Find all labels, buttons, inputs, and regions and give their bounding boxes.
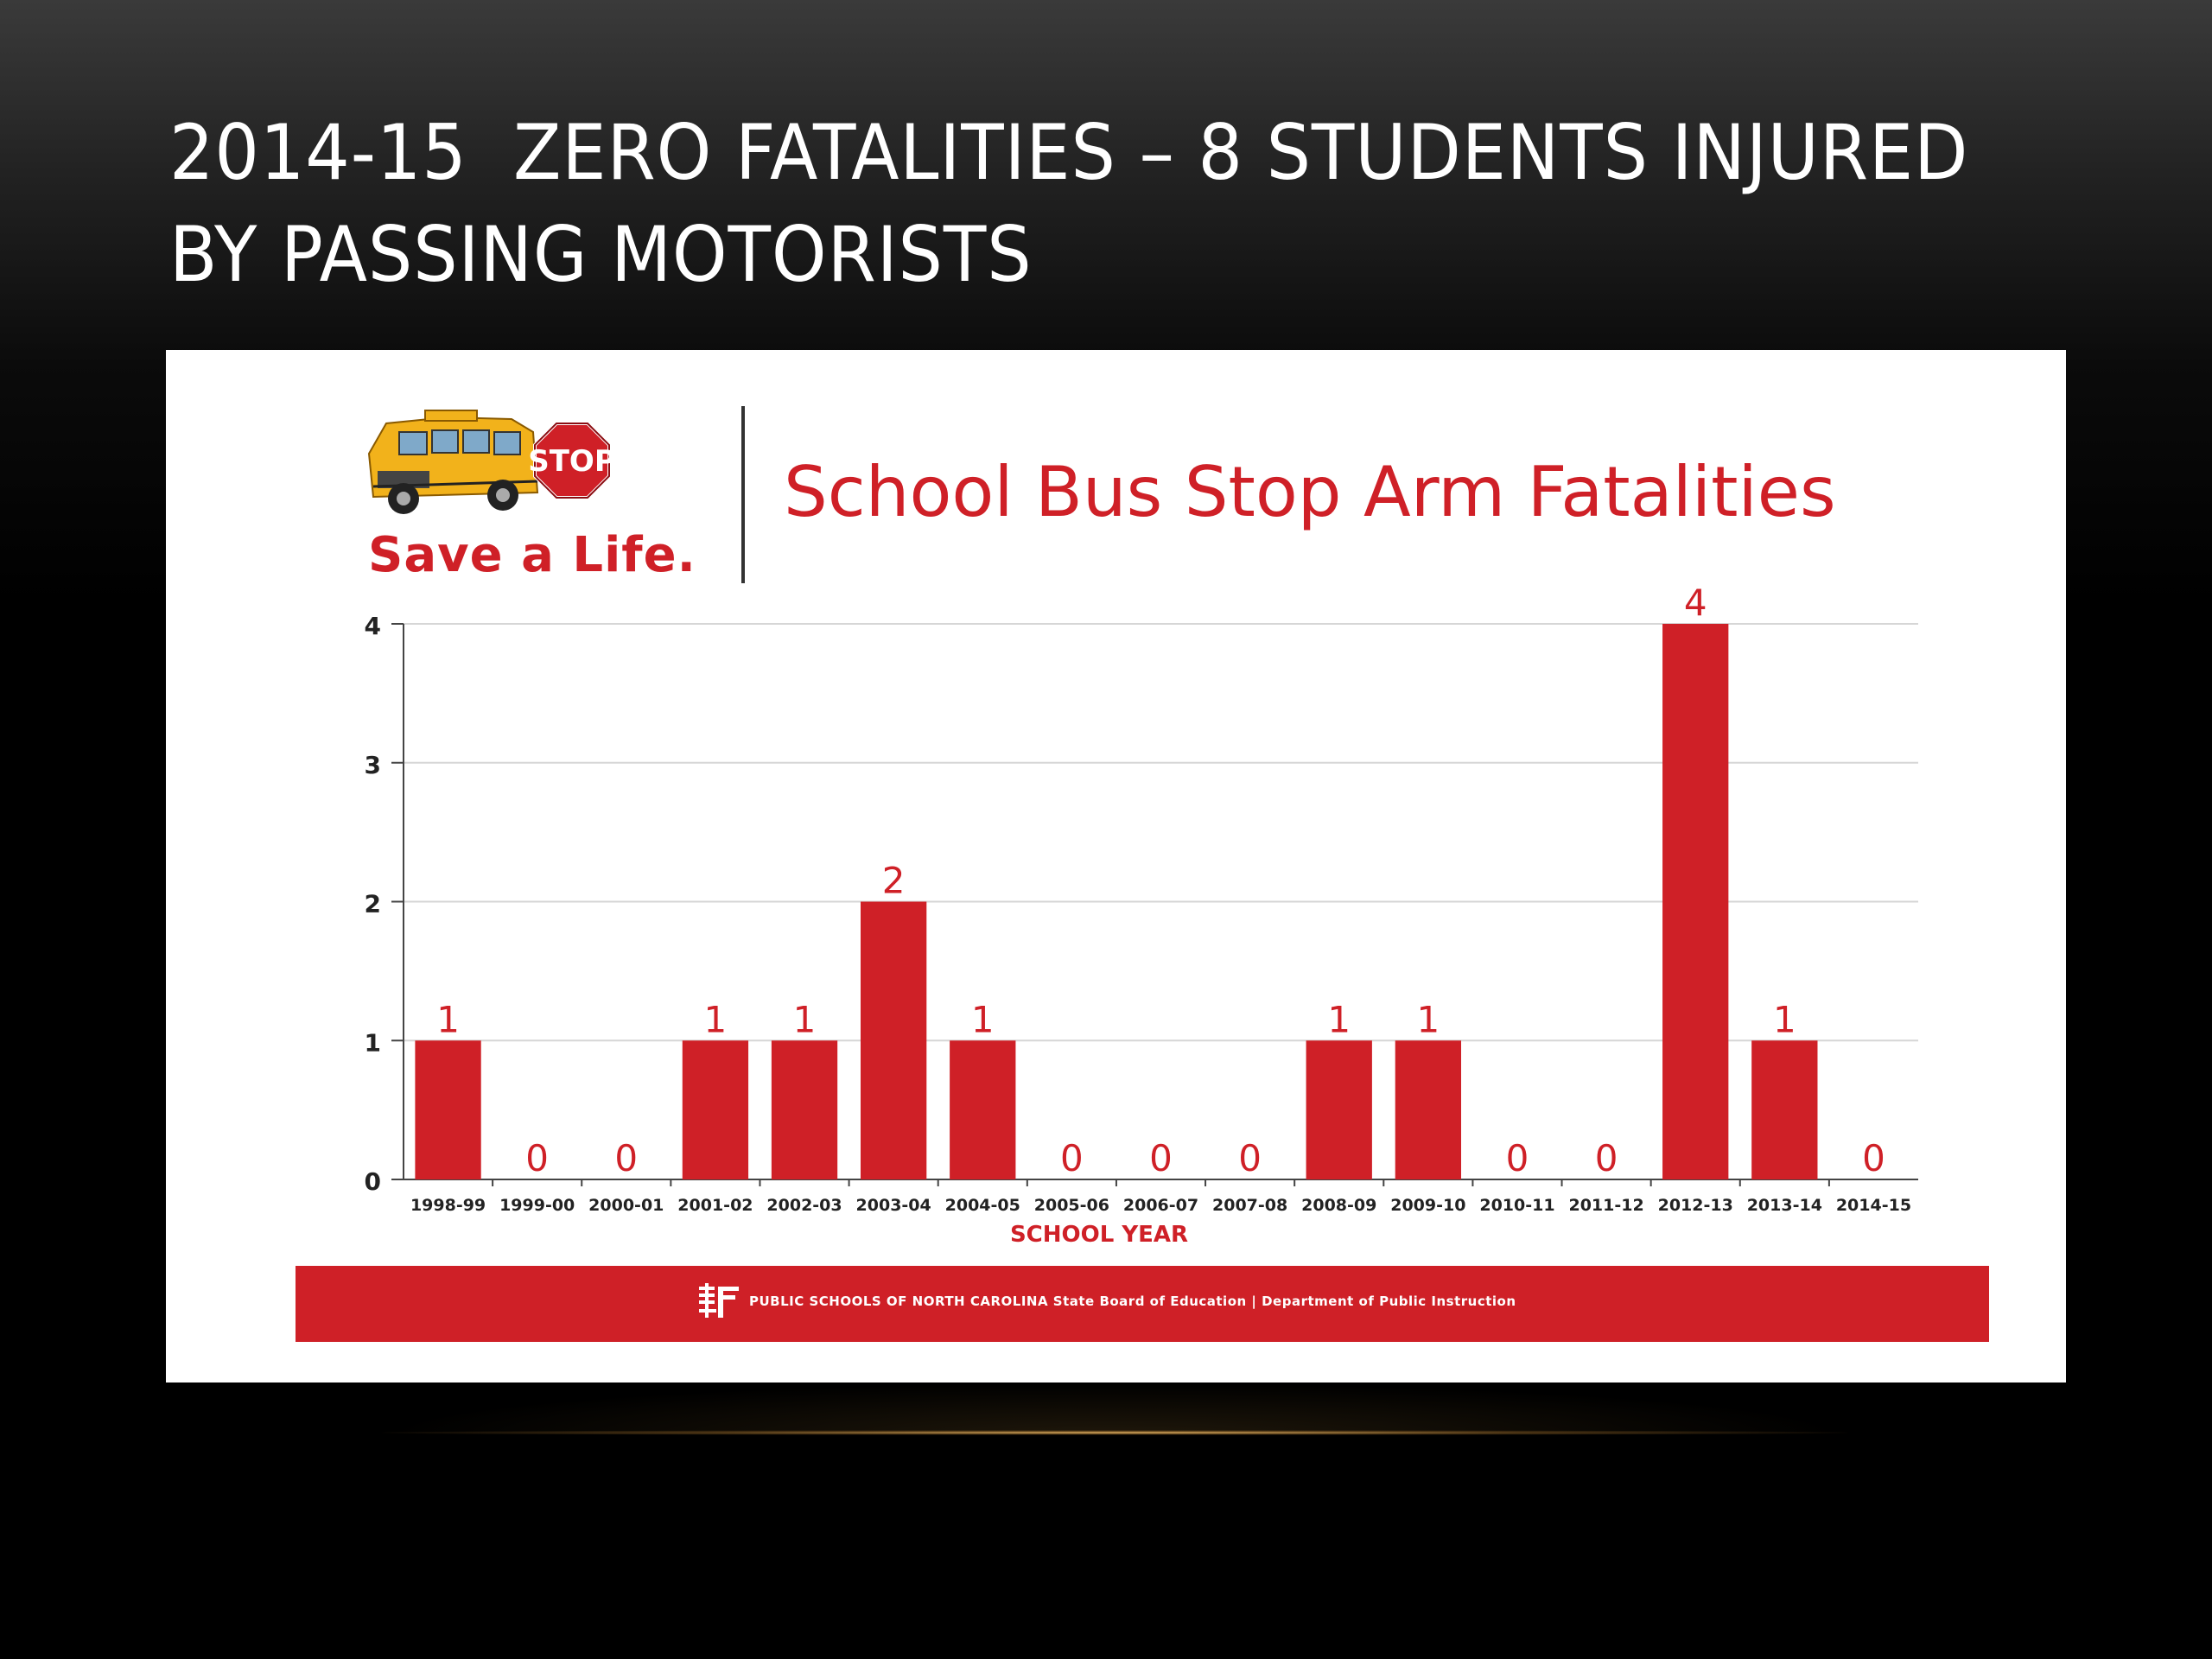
y-tick-label: 1 (364, 1028, 381, 1058)
y-tick-label: 4 (364, 612, 381, 640)
data-label-2004-05: 1 (970, 998, 995, 1041)
x-tick-label-2002-03: 2002-03 (766, 1196, 842, 1215)
data-label-2012-13: 4 (1683, 582, 1707, 624)
x-tick-label-2006-07: 2006-07 (1122, 1196, 1199, 1215)
stop-sign-text: STOP (528, 444, 616, 479)
bottom-glow-line (380, 1430, 1849, 1435)
chart-title: School Bus Stop Arm Fatalities (784, 452, 1836, 532)
x-tick-label-2008-09: 2008-09 (1301, 1196, 1377, 1215)
x-tick-label-2005-06: 2005-06 (1033, 1196, 1109, 1215)
x-tick-label-1999-00: 1999-00 (499, 1196, 575, 1215)
y-tick-label: 3 (364, 750, 381, 779)
footer-band (296, 1266, 1989, 1342)
bar-2004-05 (950, 1040, 1015, 1179)
bar-1998-99 (415, 1040, 480, 1179)
bar-2013-14 (1751, 1040, 1817, 1179)
bar-2002-03 (772, 1040, 837, 1179)
data-label-2014-15: 0 (1862, 1137, 1885, 1179)
data-label-1998-99: 1 (436, 998, 460, 1041)
data-label-2011-12: 0 (1594, 1137, 1618, 1179)
x-tick-label-2014-15: 2014-15 (1835, 1196, 1912, 1215)
bar-2001-02 (683, 1040, 748, 1179)
x-tick-label-2010-11: 2010-11 (1479, 1196, 1555, 1215)
slide-title-line-2: BY PASSING MOTORISTS (169, 210, 1033, 299)
bar-2012-13 (1662, 624, 1728, 1179)
logo-tagline: Save a Life. (368, 527, 696, 583)
x-tick-label-1998-99: 1998-99 (410, 1196, 486, 1215)
y-tick-label: 2 (364, 889, 381, 918)
x-tick-label-2004-05: 2004-05 (944, 1196, 1020, 1215)
data-label-1999-00: 0 (525, 1137, 550, 1179)
data-label-2002-03: 1 (792, 998, 817, 1041)
x-tick-label-2012-13: 2012-13 (1657, 1196, 1733, 1215)
slide-title (169, 102, 1969, 306)
slide-title-line-1: 2014-15 ZERO FATALITIES – 8 STUDENTS INJURED (169, 108, 1969, 197)
x-tick-labels (410, 1196, 1911, 1215)
bar-chart (166, 350, 2066, 1266)
data-label-2006-07: 0 (1149, 1137, 1173, 1179)
data-label-2007-08: 0 (1238, 1137, 1262, 1179)
bar-2003-04 (861, 902, 926, 1180)
bar-2008-09 (1306, 1040, 1372, 1179)
y-tick-labels (365, 612, 381, 1196)
data-label-2000-01: 0 (614, 1137, 639, 1179)
data-label-2013-14: 1 (1772, 998, 1796, 1041)
y-tick-label: 0 (364, 1167, 381, 1196)
data-label-2001-02: 1 (703, 998, 728, 1041)
x-tick-label-2003-04: 2003-04 (855, 1196, 931, 1215)
data-label-2010-11: 0 (1505, 1137, 1529, 1179)
x-tick-label-2001-02: 2001-02 (677, 1196, 753, 1215)
x-tick-label-2011-12: 2011-12 (1568, 1196, 1644, 1215)
data-label-2003-04: 2 (881, 859, 906, 902)
x-tick-label-2009-10: 2009-10 (1390, 1196, 1466, 1215)
bar-2009-10 (1395, 1040, 1461, 1179)
x-tick-label-2000-01: 2000-01 (588, 1196, 664, 1215)
data-label-2009-10: 1 (1416, 998, 1440, 1041)
x-axis-label: SCHOOL YEAR (1009, 1222, 1189, 1248)
data-label-2008-09: 1 (1327, 998, 1351, 1041)
data-label-2005-06: 0 (1060, 1137, 1084, 1179)
dpi-logo-icon (697, 1283, 741, 1323)
footer-text: PUBLIC SCHOOLS OF NORTH CAROLINA State Board of Education | Department of Public Instruction (749, 1294, 1516, 1309)
x-tick-label-2013-14: 2013-14 (1746, 1196, 1822, 1215)
bottom-glow-haze (380, 1382, 1849, 1434)
x-tick-label-2007-08: 2007-08 (1212, 1196, 1288, 1215)
chart-panel (166, 350, 2066, 1382)
